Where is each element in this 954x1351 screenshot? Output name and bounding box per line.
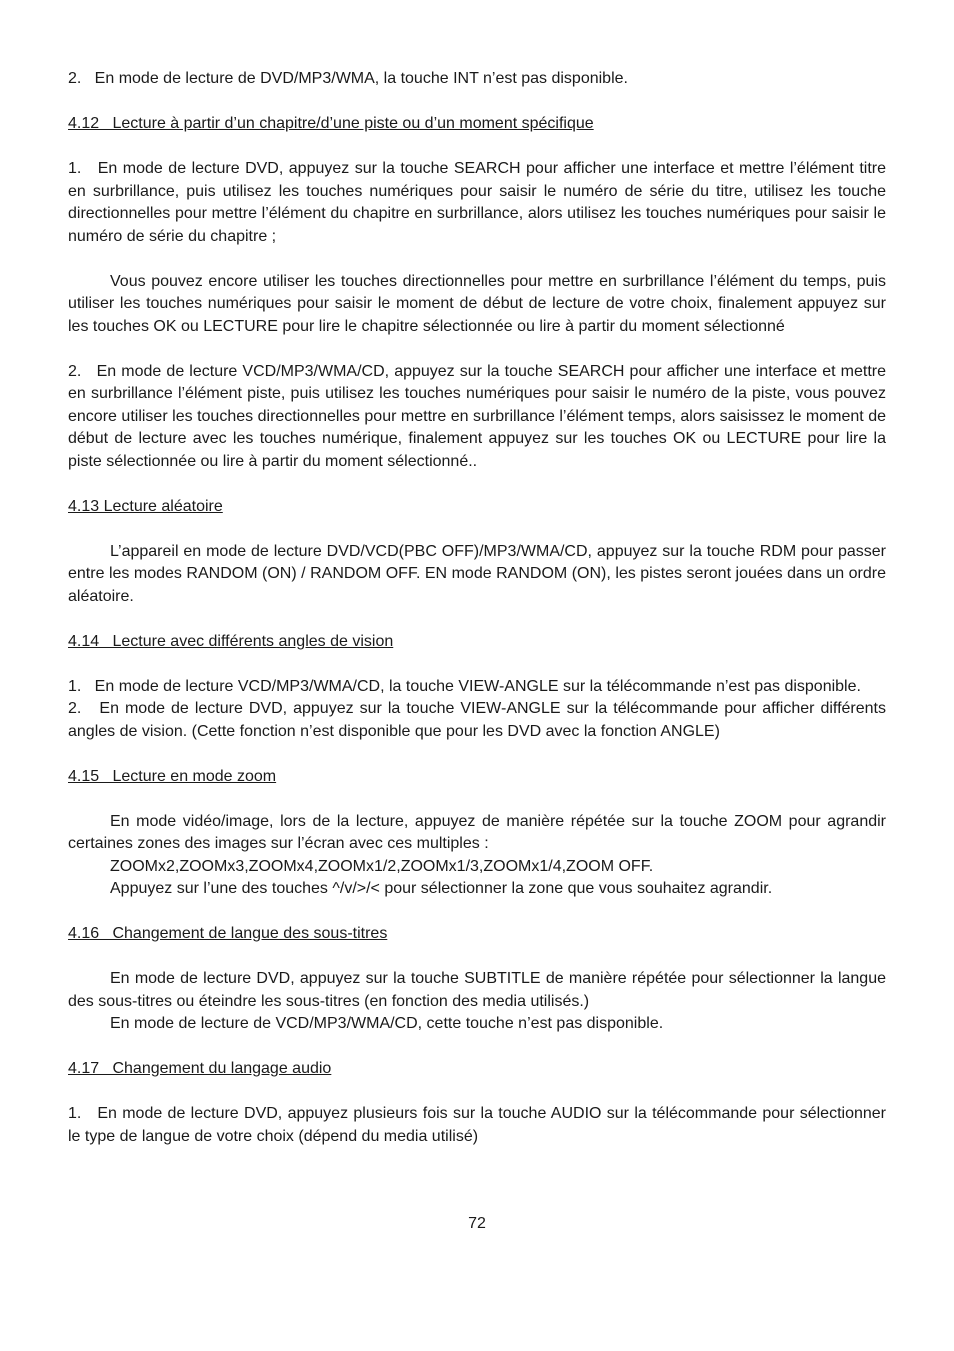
intro-list-item: 2. En mode de lecture de DVD/MP3/WMA, la touche INT n’est pas disponible. (68, 70, 628, 87)
section-4-16-paragraph-2: En mode de lecture de VCD/MP3/WMA/CD, cette touche n’est pas disponible. (110, 1015, 664, 1032)
section-4-15-paragraph-1: En mode vidéo/image, lors de la lecture, appuyez de manière répétée sur la touche ZOOM pour agrandir certaines zones des images sur l’écran avec ces multiples : (68, 812, 886, 852)
section-4-14-paragraph-2: 2. En mode de lecture DVD, appuyez sur la touche VIEW-ANGLE sur la télécommande pour afficher différents angles de vision. (Cette fonction n’est disponible que pour les DVD avec la fonction ANGLE) (68, 700, 886, 740)
section-4-16-heading: 4.16 Changement de langue des sous-titres (68, 925, 388, 942)
section-4-12-paragraph-3: 2. En mode de lecture VCD/MP3/WMA/CD, appuyez sur la touche SEARCH pour afficher une interface et mettre en surbrillance l’élément piste, puis utilisez les touches numériques pour saisir le numéro de la piste, vous pouvez encore utiliser les touches directionnelles pour mettre en surbrillance l’élément temps, alors saisissez le moment de début de lecture avec les touches numérique, finalement appuyez sur les touches OK ou LECTURE pour lire la piste sélectionnée ou lire à partir du moment sélectionné.. (68, 362, 886, 470)
section-4-16-paragraph-1: En mode de lecture DVD, appuyez sur la touche SUBTITLE de manière répétée pour sélectionner la langue des sous-titres ou éteindre les sous-titres (en fonction des media utilisés.) (68, 970, 886, 1010)
section-4-14-paragraph-1: 1. En mode de lecture VCD/MP3/WMA/CD, la touche VIEW-ANGLE sur la télécommande n’est pas disponible. (68, 677, 861, 695)
section-4-12-paragraph-2: Vous pouvez encore utiliser les touches directionnelles pour mettre en surbrillance l’élément du temps, puis utiliser les touches numériques pour saisir le moment de début de lecture de votre choix, finalement appuyez sur les touches OK ou LECTURE pour lire le chapitre sélectionnée ou lire à partir du moment sélectionné (68, 272, 886, 335)
page-number: 72 (468, 1215, 486, 1232)
section-4-12-heading: 4.12 Lecture à partir d’un chapitre/d’une piste ou d’un moment spécifique (68, 115, 594, 132)
section-4-15-heading: 4.15 Lecture en mode zoom (68, 767, 277, 785)
section-4-17-paragraph-1: 1. En mode de lecture DVD, appuyez plusieurs fois sur la touche AUDIO sur la télécommande pour sélectionner le type de langue de votre choix (dépend du media utilisé) (68, 1105, 886, 1145)
section-4-17-heading: 4.17 Changement du langage audio (68, 1060, 332, 1077)
section-4-15-zoom-levels: ZOOMx2,ZOOMx3,ZOOMx4,ZOOMx1/2,ZOOMx1/3,ZOOMx1/4,ZOOM OFF. (110, 857, 654, 875)
section-4-12-paragraph-1: 1. En mode de lecture DVD, appuyez sur la touche SEARCH pour afficher une interface et mettre l’élément titre en surbrillance, puis utilisez les touches numériques pour saisir le numéro de série du titre, utilisez les touche directionnelles pour mettre l’élément du chapitre en surbrillance, alors utilisez les touches numériques pour saisir le numéro de série du chapitre ; (68, 160, 886, 245)
section-4-14-heading: 4.14 Lecture avec différents angles de vision (68, 632, 394, 650)
page-content (68, 68, 886, 1148)
section-4-13-heading: 4.13 Lecture aléatoire (68, 497, 223, 515)
section-4-15-paragraph-3: Appuyez sur l’une des touches ^/v/>/< pour sélectionner la zone que vous souhaitez agrandir. (110, 880, 773, 897)
section-4-13-paragraph-1: L’appareil en mode de lecture DVD/VCD(PBC OFF)/MP3/WMA/CD, appuyez sur la touche RDM pour passer entre les modes RANDOM (ON) / RANDOM OFF. EN mode RANDOM (ON), les pistes seront jouées dans un ordre aléatoire. (68, 542, 886, 605)
